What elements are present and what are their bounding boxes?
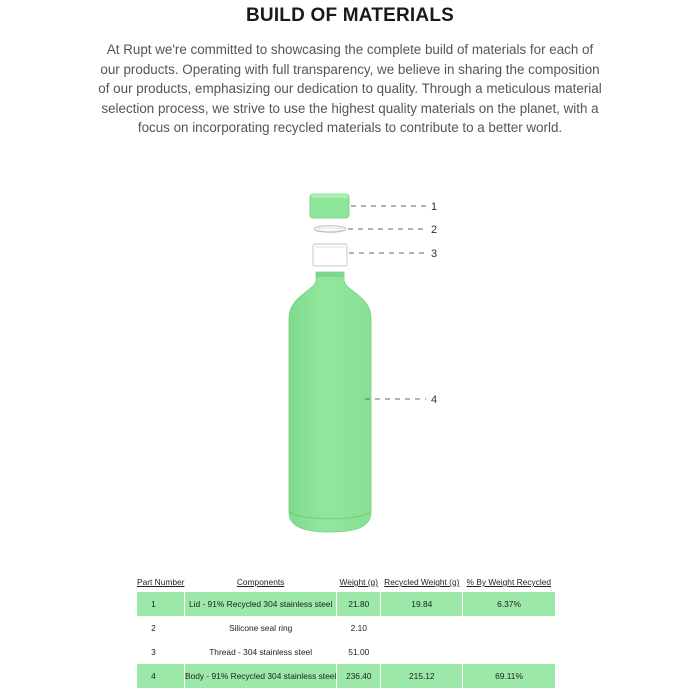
table-header-row — [137, 572, 555, 592]
recycled-weight-cell: 19.84 — [381, 592, 463, 616]
header-components: Components — [236, 577, 285, 587]
header-weight: Weight (g) — [339, 577, 379, 587]
table-row — [137, 640, 555, 664]
recycled-weight-cell — [381, 616, 463, 640]
pct-recycled-cell: 69.11% — [463, 664, 555, 688]
weight-cell: 236.40 — [337, 664, 381, 688]
header-part-number: Part Number — [137, 577, 185, 587]
callout-1-label: 1 — [431, 201, 438, 213]
pct-recycled-cell — [463, 616, 555, 640]
weight-cell: 51.00 — [337, 640, 381, 664]
part-number-cell: 2 — [137, 616, 184, 640]
seal-ring-part — [314, 226, 346, 232]
component-cell: Thread - 304 stainless steel — [184, 640, 336, 664]
component-cell: Lid - 91% Recycled 304 stainless steel — [184, 592, 336, 616]
recycled-weight-cell — [381, 640, 463, 664]
callout-2-label: 2 — [431, 224, 438, 236]
lid-part — [310, 194, 349, 218]
part-number-cell: 3 — [137, 640, 184, 664]
intro-paragraph: At Rupt we're committed to showcasing the complete build of materials for each of our products. Operating with full transparency, we believe in sharing the composition of our products, emphasizing our dedication to quality. Through a meticulous material selection process, we strive to use the highest quality materials on the planet, with a focus on incorporating recycled materials to contribute to a better world. — [98, 42, 602, 136]
callout-4-label: 4 — [431, 394, 438, 406]
callout-3-label: 3 — [431, 248, 438, 260]
bottle-body-part — [289, 272, 371, 532]
build-of-materials-table — [137, 572, 555, 688]
header-recycled-weight: Recycled Weight (g) — [384, 577, 460, 587]
page-title: BUILD OF MATERIALS — [245, 5, 454, 26]
component-cell: Body - 91% Recycled 304 stainless steel — [184, 664, 336, 688]
part-number-cell: 4 — [137, 664, 184, 688]
pct-recycled-cell: 6.37% — [463, 592, 555, 616]
thread-part — [313, 244, 347, 266]
recycled-weight-cell: 215.12 — [381, 664, 463, 688]
pct-recycled-cell — [463, 640, 555, 664]
weight-cell: 21.80 — [337, 592, 381, 616]
header-pct-recycled: % By Weight Recycled — [466, 577, 552, 587]
weight-cell: 2.10 — [337, 616, 381, 640]
table-row — [137, 664, 555, 688]
part-number-cell: 1 — [137, 592, 184, 616]
table-row — [137, 616, 555, 640]
component-cell: Silicone seal ring — [184, 616, 336, 640]
table-row — [137, 592, 555, 616]
